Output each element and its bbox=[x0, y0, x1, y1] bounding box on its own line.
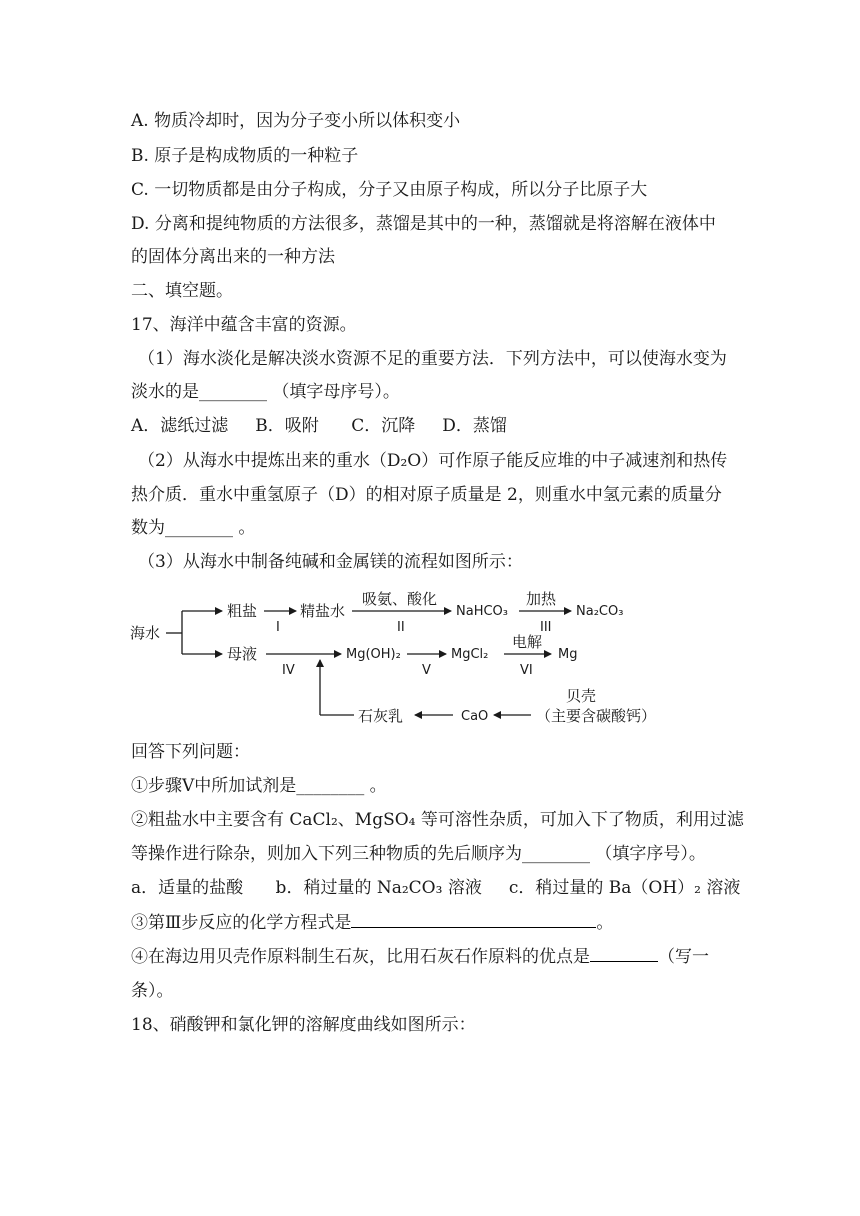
q18-stem: 18、硝酸钾和氯化钾的溶解度曲线如图所示： bbox=[131, 1015, 476, 1035]
q17-p3-intro: （3）从海水中制备纯碱和金属镁的流程如图所示： bbox=[138, 552, 523, 572]
q17-p2-line3: 数为________ 。 bbox=[131, 518, 256, 538]
node-mgoh2: Mg(OH)₂ bbox=[346, 647, 401, 662]
q17-s4-line2: 条）。 bbox=[131, 981, 174, 1001]
q17-s3-pre: ③第Ⅲ步反应的化学方程式是 bbox=[131, 913, 352, 933]
label-step4: IV bbox=[282, 663, 295, 678]
option-a: A. 物质冷却时，因为分子变小所以体积变小 bbox=[131, 111, 461, 131]
label-step5: V bbox=[422, 663, 431, 678]
node-na2co3: Na₂CO₃ bbox=[576, 604, 624, 619]
answer-prompt: 回答下列问题： bbox=[131, 742, 250, 762]
q17-stem: 17、海洋中蕴含丰富的资源。 bbox=[131, 315, 357, 335]
q17-s1: ①步骤Ⅴ中所加试剂是________ 。 bbox=[131, 776, 387, 796]
node-shell: 贝壳 bbox=[566, 687, 597, 705]
q17-s2-line1: ②粗盐水中主要含有 CaCl₂、MgSO₄ 等可溶性杂质，可加入下了物质，利用过滤 bbox=[131, 810, 744, 830]
node-mgcl2: MgCl₂ bbox=[451, 647, 489, 662]
option-d-line2: 的固体分离出来的一种方法 bbox=[131, 247, 335, 267]
option-c: C. 一切物质都是由分子构成，分子又由原子构成，所以分子比原子大 bbox=[131, 180, 648, 200]
q17-p2-line2: 热介质．重水中重氢原子（D）的相对原子质量是 2，则重水中氢元素的质量分 bbox=[131, 485, 722, 505]
q17-p1-line2 bbox=[131, 381, 400, 403]
label-step1: I bbox=[276, 620, 280, 635]
node-seawater: 海水 bbox=[130, 624, 161, 642]
q17-p2-line1: （2）从海水中提炼出来的重水（D₂O）可作原子能反应堆的中子减速剂和热传 bbox=[138, 451, 728, 471]
q17-s4-post: （写一 bbox=[658, 947, 709, 967]
node-crude-salt: 粗盐 bbox=[227, 602, 258, 620]
label-step6-num: VI bbox=[520, 663, 533, 678]
q17-s3 bbox=[131, 911, 613, 934]
q17-s2-line2: 等操作进行除杂，则加入下列三种物质的先后顺序为________ （填字序号）。 bbox=[131, 844, 706, 864]
node-nahco3: NaHCO₃ bbox=[456, 604, 508, 619]
label-step3: 加热 bbox=[526, 590, 557, 608]
label-step2-num: II bbox=[397, 620, 405, 635]
node-shell-note: （主要含碳酸钙） bbox=[536, 707, 656, 725]
q17-s2-options: a．适量的盐酸 b．稍过量的 Na₂CO₃ 溶液 c．稍过量的 Ba（OH）₂ 溶液 bbox=[131, 878, 741, 898]
answer-blank-s3[interactable] bbox=[351, 911, 596, 928]
answer-blank-s4[interactable] bbox=[590, 945, 658, 962]
q17-p1-line1: （1）海水淡化是解决淡水资源不足的重要方法．下列方法中，可以使海水变为 bbox=[138, 349, 727, 369]
q17-p1-line2-post: （填字母序号）。 bbox=[272, 382, 400, 402]
q17-s4-pre: ④在海边用贝壳作原料制生石灰，比用石灰石作原料的优点是 bbox=[131, 947, 590, 967]
label-step6: 电解 bbox=[512, 633, 543, 651]
q17-p1-options: A．滤纸过滤 B．吸附 C．沉降 D．蒸馏 bbox=[131, 416, 507, 436]
label-step3-num: III bbox=[540, 620, 552, 635]
process-flow-diagram bbox=[126, 585, 656, 735]
q17-p1-line2-pre: 淡水的是________ bbox=[131, 382, 267, 402]
q17-s3-post: 。 bbox=[596, 913, 614, 933]
section-title: 二、填空题。 bbox=[131, 281, 233, 301]
node-cao: CaO bbox=[461, 709, 489, 724]
option-b: B. 原子是构成物质的一种粒子 bbox=[131, 146, 359, 166]
node-mg: Mg bbox=[558, 647, 578, 662]
node-mother-liquor: 母液 bbox=[227, 645, 258, 663]
label-step2: 吸氨、酸化 bbox=[362, 590, 438, 608]
node-lime-milk: 石灰乳 bbox=[358, 707, 404, 725]
node-brine: 精盐水 bbox=[300, 602, 346, 620]
q17-s4 bbox=[131, 945, 709, 968]
option-d-line1: D. 分离和提纯物质的方法很多，蒸馏是其中的一种，蒸馏就是将溶解在液体中 bbox=[131, 214, 716, 234]
